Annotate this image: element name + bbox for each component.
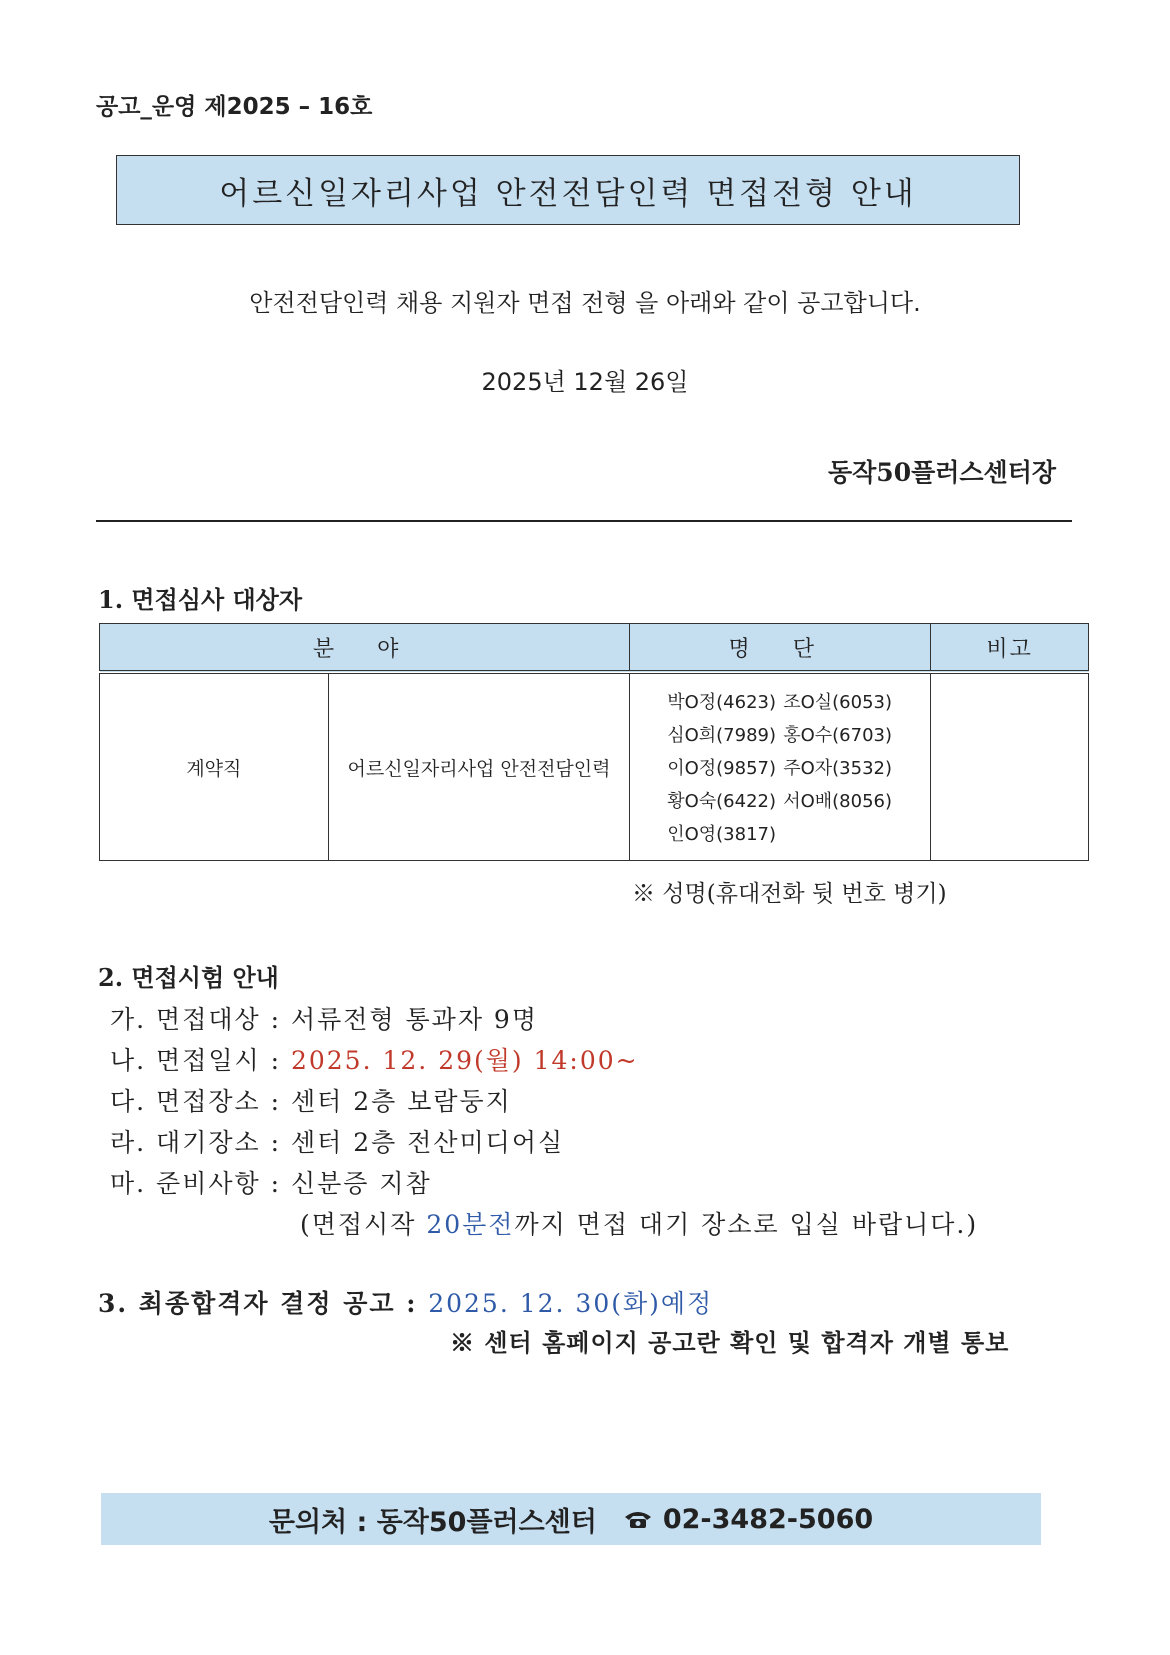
- divider: [96, 520, 1072, 522]
- phone-icon: [623, 1509, 653, 1529]
- item-label: 라. 대기장소 :: [110, 1128, 291, 1157]
- arrival-note: [300, 1205, 978, 1241]
- item-target: [110, 1000, 538, 1036]
- cell-employment-type: 계약직: [100, 672, 329, 861]
- item-value: 센터 2층 전산미디어실: [290, 1128, 565, 1157]
- section2-heading: 2. 면접시험 안내: [98, 963, 279, 992]
- item-venue: [110, 1082, 512, 1118]
- cell-names: [630, 672, 931, 861]
- homepage-note: ※ 센터 홈페이지 공고란 확인 및 합격자 개별 통보: [450, 1328, 1010, 1357]
- name-entry: 서O배(8056): [783, 791, 893, 812]
- section3-label: 3. 최종합격자 결정 공고 :: [98, 1289, 429, 1318]
- title-banner: [116, 155, 1020, 225]
- document-number: 공고_운영 제2025 – 16호: [96, 94, 373, 120]
- table-row: [100, 672, 1089, 861]
- item-label: 가. 면접대상 :: [110, 1005, 291, 1034]
- name-entry: 인O영(3817): [667, 824, 777, 845]
- section3-value: 2025. 12. 30(화)예정: [428, 1289, 714, 1318]
- name-entry: 황O숙(6422): [667, 791, 777, 812]
- header-names: 명 단: [630, 624, 931, 673]
- contact-label: 문의처 : 동작50플러스센터: [268, 1506, 597, 1538]
- arrival-note-text: (면접시작: [300, 1210, 427, 1239]
- item-preparation: [110, 1164, 432, 1200]
- name-entry: 이O정(9857): [667, 758, 777, 779]
- item-value: 센터 2층 보람둥지: [290, 1087, 512, 1116]
- notice-date: 2025년 12월 26일: [481, 368, 689, 396]
- page-title: 어르신일자리사업 안전전담인력 면접전형 안내: [219, 175, 917, 212]
- name-entry: 박O정(4623): [667, 692, 777, 713]
- name-note: ※ 성명(휴대전화 뒷 번호 병기): [632, 881, 947, 907]
- cell-remarks: [931, 672, 1089, 861]
- item-value: 신분증 지참: [290, 1169, 432, 1198]
- table-header-row: [100, 624, 1089, 673]
- section1-heading: 1. 면접심사 대상자: [98, 585, 303, 614]
- name-entry: 심O희(7989): [667, 725, 777, 746]
- item-value: 서류전형 통과자 9명: [290, 1005, 538, 1034]
- intro-text: 안전전담인력 채용 지원자 면접 전형 을 아래와 같이 공고합니다.: [249, 289, 921, 317]
- item-label: 다. 면접장소 :: [110, 1087, 291, 1116]
- contact-phone: 02-3482-5060: [662, 1503, 874, 1535]
- name-entry: 주O자(3532): [783, 758, 893, 779]
- header-remarks: 비고: [931, 624, 1089, 673]
- interview-target-table: [99, 623, 1089, 861]
- arrival-note-highlight: 20분전: [426, 1210, 515, 1239]
- name-entry: 홍O수(6703): [783, 725, 893, 746]
- name-list: [631, 688, 929, 846]
- item-label: 마. 준비사항 :: [110, 1169, 291, 1198]
- item-datetime: [110, 1041, 639, 1077]
- name-entry: 조O실(6053): [783, 692, 893, 713]
- section3: [98, 1284, 713, 1320]
- signer: 동작50플러스센터장: [828, 458, 1056, 487]
- contact-banner: [101, 1493, 1041, 1545]
- item-waiting-room: [110, 1123, 564, 1159]
- cell-job: 어르신일자리사업 안전전담인력: [328, 672, 630, 861]
- item-value: 2025. 12. 29(월) 14:00~: [290, 1046, 639, 1075]
- header-field: 분 야: [100, 624, 630, 673]
- arrival-note-text: 까지 면접 대기 장소로 입실 바랍니다.): [514, 1210, 979, 1239]
- item-label: 나. 면접일시 :: [110, 1046, 291, 1075]
